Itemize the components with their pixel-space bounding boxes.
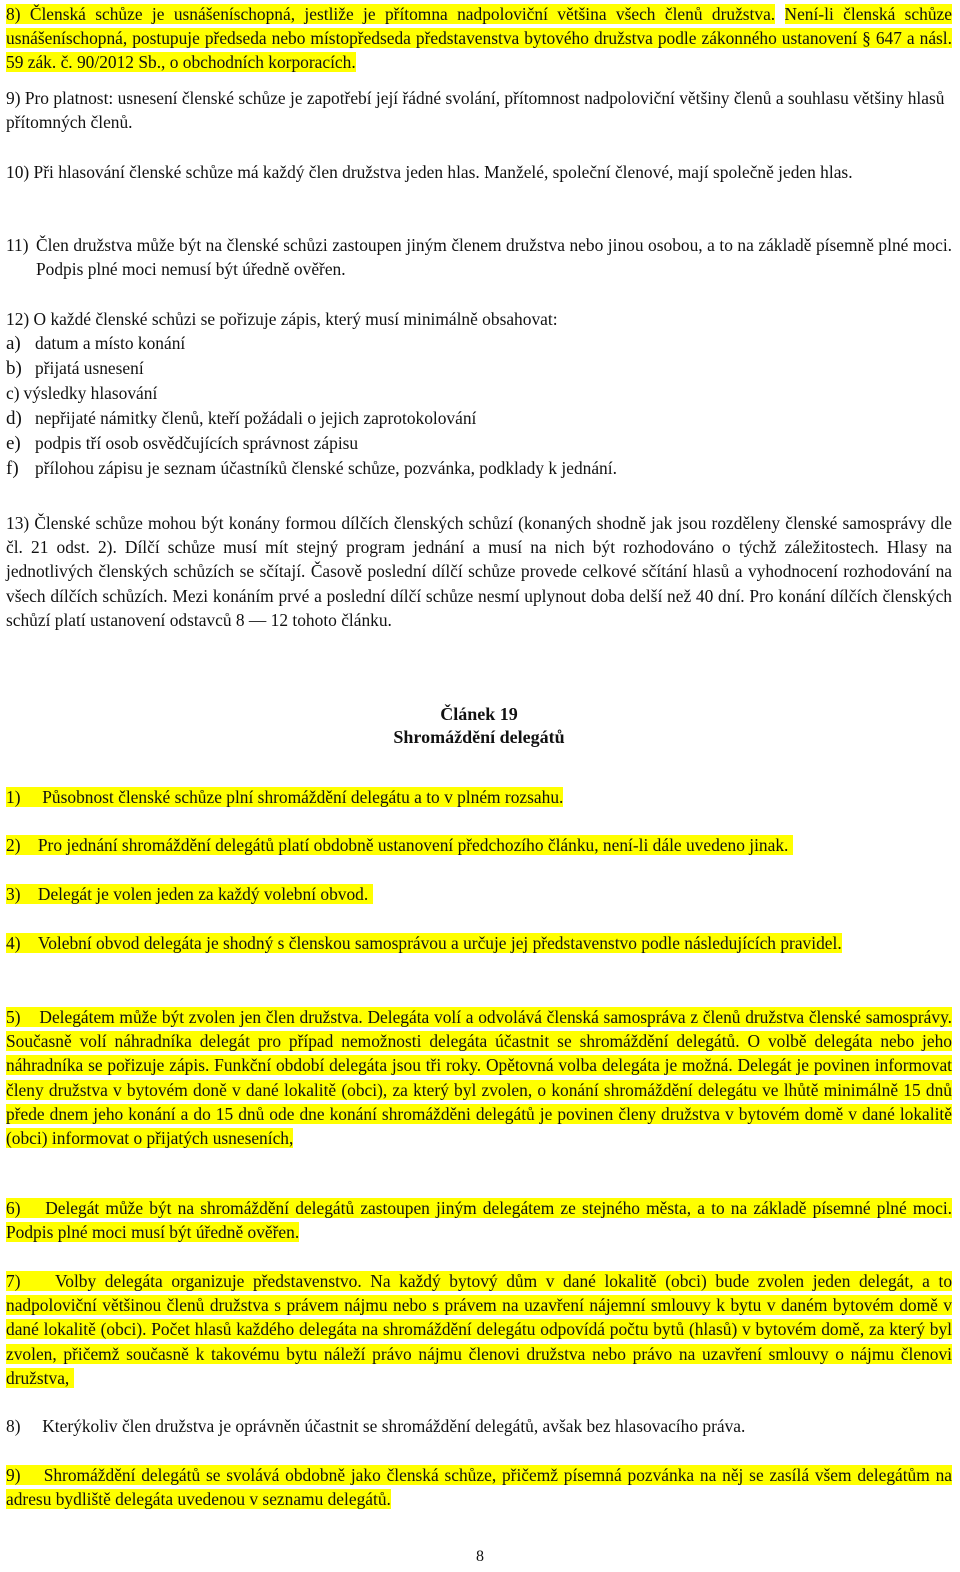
article-heading (6, 703, 952, 749)
art19-paragraph-7: 7) Volby delegáta organizuje představenstvo. Na každý bytový dům v dané lokalitě (obci) bude zvolen jeden delegát, a to nadpoloviční většinou členů družstva s právem nájmu nebo s právem na uzavření nájemní smlouvy k bytu v daném bytovém domě v dané lokalitě (obci). Počet hlasů každého delegáta na shromáždění delegátu odpovídá počtu bytů (hlasů) v bytovém domě, za který byl zvolen, přičemž současně k takovému bytu náleží právo nájmu členovi družstva nebo právo na uzavření smlouvy o nájmu členovi družstva, (6, 1271, 953, 1388)
paragraph-10-text: Při hlasování členské schůze má každý člen družstva jeden hlas. Manželé, společní členové, mají společně jeden hlas. (33, 162, 853, 182)
paragraph-12-text: O každé členské schůzi se pořizuje zápis, který musí minimálně obsahovat: (33, 309, 558, 329)
paragraph-13-text: Členské schůze mohou být konány formou dílčích členských schůzí (konaných shodně jak jsou rozděleny členské samosprávy dle čl. 21 odst. 2). Dílčí schůze musí mít stejný program jednání a musí na nich být rozhodováno o týchž záležitostech. Hlasy na jednotlivých členských schůzích se sčítají. Časově poslední dílčí schůze provede celkové sčítání hlasů a vyhodnocení rozhodování na všech dílčích schůzích. Mezi konáním prvé a poslední dílčí schůze nesmí uplynout doba delší než 40 dní. Pro konání dílčích členských schůzí platí ustanovení odstavců 8 — 12 tohoto článku. (6, 513, 952, 630)
article-subtitle: Shromáždění delegátů (393, 727, 565, 747)
paragraph-9: 9) Pro platnost: usnesení členské schůze je zapotřebí její řádné svolání, přítomnost nadpoloviční většiny členů a souhlasu většiny hlasů přítomných členů. (6, 88, 945, 133)
paragraph-8-highlighted: 8) Členská schůze je usnášeníschopná, jestliže je přítomna nadpoloviční většina všech členů družstva. (6, 4, 776, 24)
minutes-item-c: c) výsledky hlasování (6, 383, 158, 404)
paragraph-11 (6, 233, 952, 281)
art19-paragraph-5: 5) Delegátem může být zvolen jen člen družstva. Delegáta volí a odvolává členská samospráva z členů družstva členské samosprávy. Současně volí náhradníka delegát pro případ nemožnosti delegáta účastnit se shromáždění delegátů. O volbě delegáta nebo jeho náhradníka se pořizuje zápis. Funkční období delegáta jsou tři roky. Opětovná volba delegáta je možná. Delegát je povinen informovat členy družstva v bytovém doně v dané lokalitě (obci), za který byl zvolen, o konání shromáždění delegátu ve lhůtě minimálně 15 dnů přede dnem jeho konání a do 15 dnů ode dne konání shromážděni delegátů je povinen členy družstva v bytovém domě v dané lokalitě (obci) informovat o přijatých usneseních, (6, 1007, 952, 1149)
article-title: Článek 19 (440, 704, 518, 724)
minutes-item-d: d) nepřijaté námitky členů, kteří požádali o jejich zaprotokolování (6, 408, 477, 430)
minutes-item-b: b) přijatá usnesení (6, 358, 144, 380)
paragraph-10 (6, 160, 952, 184)
minutes-item-e: e) podpis tří osob osvědčujících správnost zápisu (6, 433, 359, 455)
art19-paragraph-3: 3) Delegát je volen jeden za každý volební obvod. (6, 882, 952, 906)
paragraph-11-text: Člen družstva může být na členské schůzi zastoupen jiným členem družstva nebo jinou osobou, a to na základě písemně plné moci. Podpis plné moci nemusí být úředně ověřen. (36, 235, 952, 280)
paragraph-12-number: 12) (6, 309, 30, 329)
paragraph-13 (6, 511, 952, 632)
minutes-item-f: f) přílohou zápisu je seznam účastníků členské schůze, pozvánka, podklady k jednání. (6, 458, 617, 480)
paragraph-11-number: 11) (6, 235, 29, 255)
paragraph-8 (6, 2, 952, 75)
art19-paragraph-8: 8) Kterýkoliv člen družstva je oprávněn účastnit se shromáždění delegátů, avšak bez hlasovacího práva. (6, 1416, 746, 1436)
paragraph-12-intro (6, 307, 952, 331)
paragraph-8-continued: Není-li členská schůze usnášeníschopná, postupuje předseda nebo místopředseda představenstva bytového družstva podle zákonného ustanovení § 647 a násl. 59 zák. č. 90/2012 Sb., o obchodních korporacích. (6, 4, 952, 73)
page-number: 8 (476, 1548, 484, 1565)
art19-paragraph-6: 6) Delegát může být na shromáždění delegátů zastoupen jiným delegátem ze stejného města, a to na základě písemné plné moci. Podpis plné moci musí být úředně ověřen. (6, 1198, 953, 1243)
art19-paragraph-4: 4) Volební obvod delegáta je shodný s členskou samosprávou a určuje jej představenstvo podle následujících pravidel. (6, 933, 842, 953)
minutes-item-a: a) datum a místo konání (6, 333, 186, 355)
paragraph-10-number: 10) (6, 162, 30, 182)
paragraph-12 (6, 307, 952, 481)
art19-paragraph-9: 9) Shromáždění delegátů se svolává obdobně jako členská schůze, přičemž písemná pozvánka na něj se zasílá všem delegátům na adresu bydliště delegáta uvedenou v seznamu delegátů. (6, 1465, 952, 1510)
art19-paragraph-1: 1) Působnost členské schůze plní shromáždění delegátu a to v plném rozsahu. (6, 787, 564, 807)
paragraph-13-number: 13) (6, 513, 30, 533)
art19-paragraph-2: 2) Pro jednání shromáždění delegátů platí obdobně ustanovení předchozího článku, není-li dále uvedeno jinak. (6, 833, 952, 857)
